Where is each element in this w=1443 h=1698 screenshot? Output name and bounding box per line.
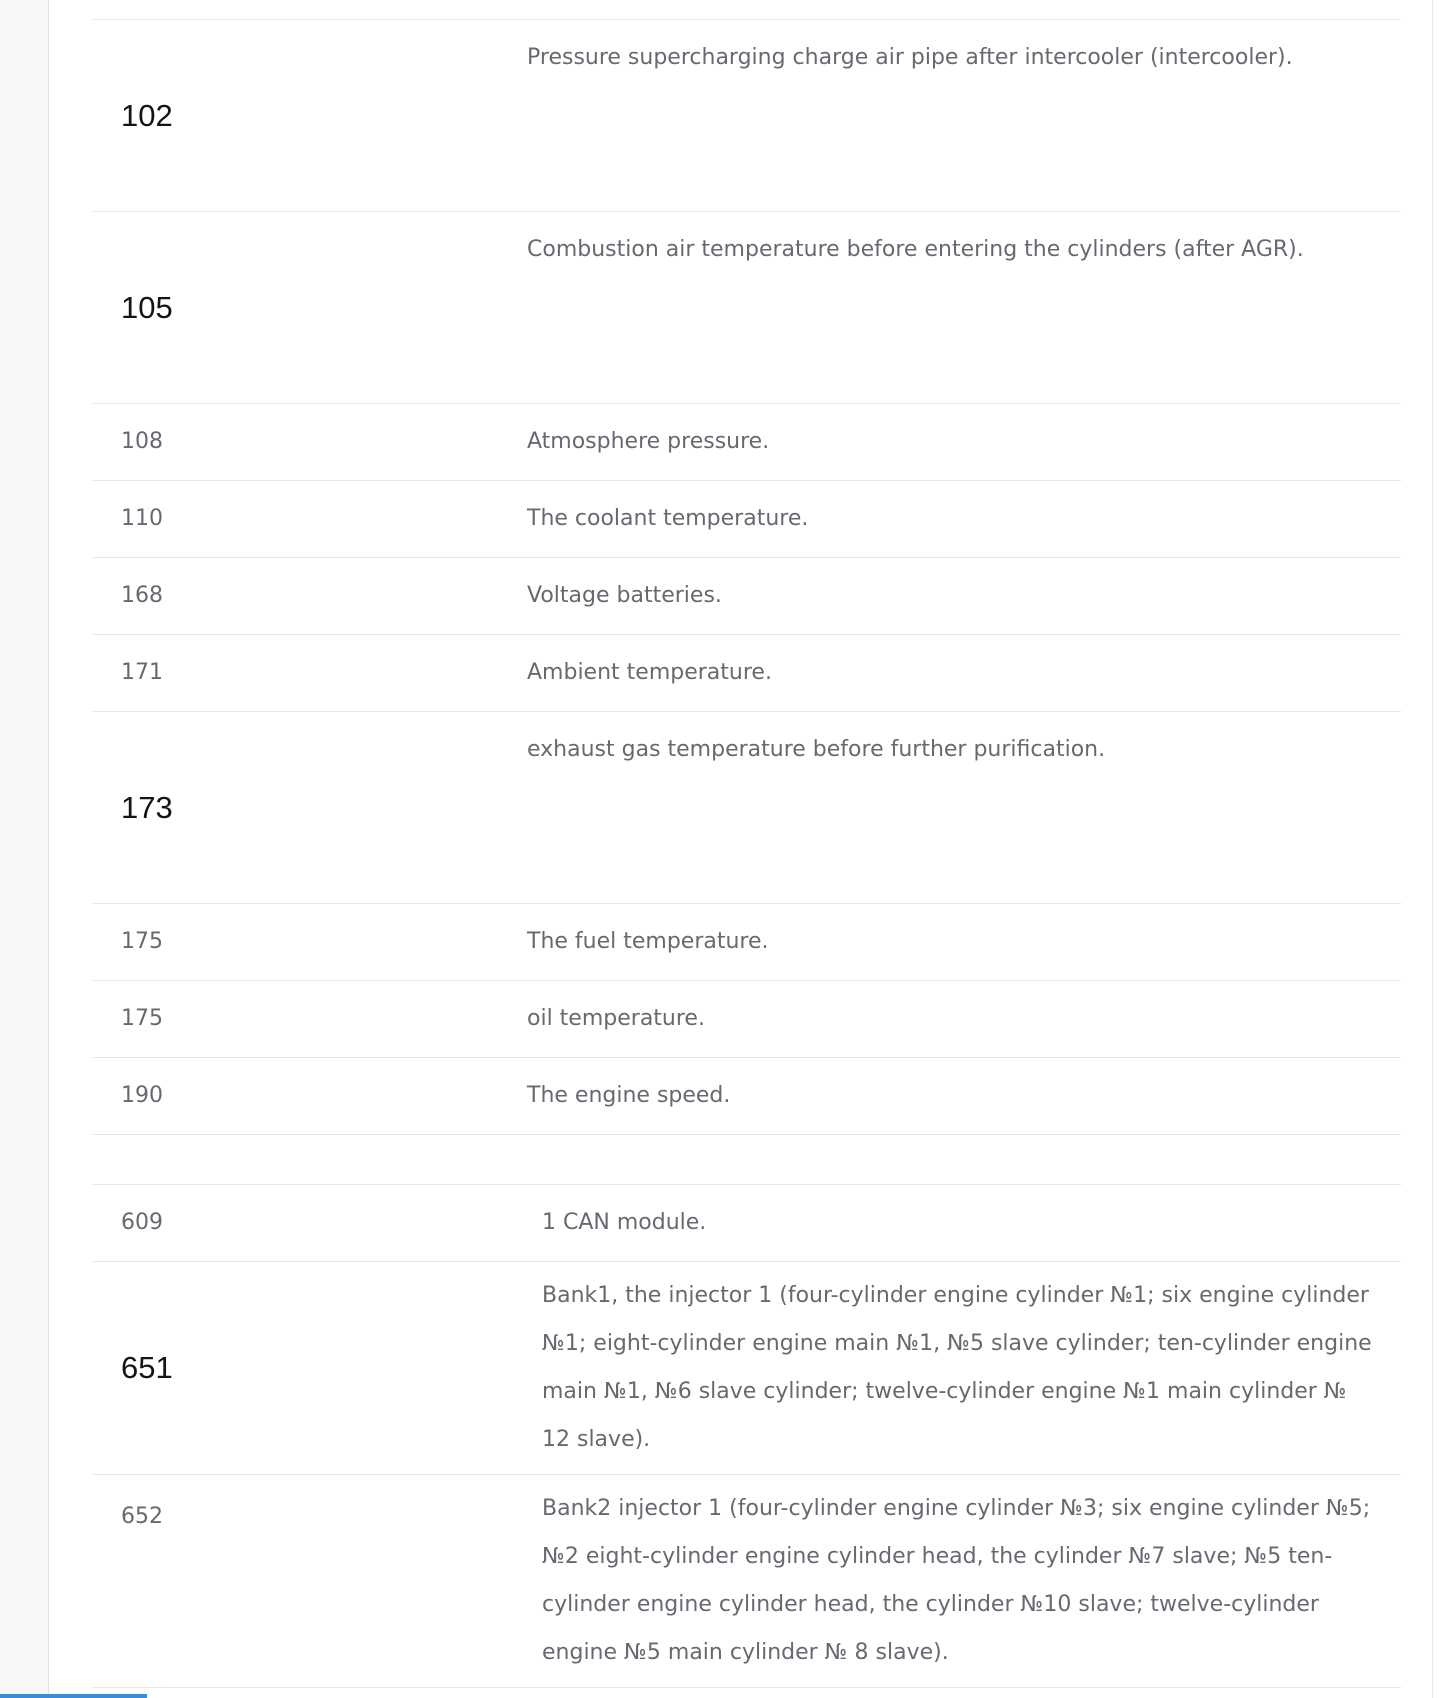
code-cell: 108 [93,404,527,481]
table-row [93,1262,1401,1475]
table-row [93,481,1401,558]
code-cell: 175 [93,981,527,1058]
table-row [93,1185,1401,1262]
description-cell [527,1475,1401,1688]
description-cell [527,1262,1401,1475]
description-cell: exhaust gas temperature before further purification. [527,712,1401,904]
code-cell: 190 [93,1058,527,1135]
code-cell: 651 [93,1262,527,1475]
table-row [93,712,1401,904]
description-cell: The coolant temperature. [527,481,1401,558]
scrollbar-track[interactable] [1432,0,1443,1698]
code-cell: 102 [93,20,527,212]
fault-code-table-container [93,0,1401,1688]
code-cell: 168 [93,558,527,635]
code-cell: 171 [93,635,527,712]
code-cell: 173 [93,712,527,904]
description-cell: 1 CAN module. [527,1185,1401,1262]
table-row [93,635,1401,712]
table-row [93,981,1401,1058]
description-cell: Pressure supercharging charge air pipe after intercooler (intercooler). [527,20,1401,212]
code-cell: 105 [93,212,527,404]
description-cell: Combustion air temperature before entering the cylinders (after AGR). [527,212,1401,404]
table-row [93,20,1401,212]
table-row [93,558,1401,635]
table-top-rule [93,0,1401,20]
description-cell: oil temperature. [527,981,1401,1058]
table-row [93,212,1401,404]
description-cell: Voltage batteries. [527,558,1401,635]
bottom-accent-bar [0,1694,147,1698]
code-cell: 609 [93,1185,527,1262]
code-cell: 110 [93,481,527,558]
fault-code-table [93,0,1401,1688]
description-cell: Atmosphere pressure. [527,404,1401,481]
code-cell: 652 [93,1475,527,1688]
description-cell: The engine speed. [527,1058,1401,1135]
description-cell: The fuel temperature. [527,904,1401,981]
description-text: Bank2 injector 1 (four-cylinder engine cylinder №3; six engine cylinder №5; №2 eight-cylinder engine cylinder head, the cylinder №7 slave; №5 ten-cylinder engine cylinder head, the cylinder №10 slave; twelve-cylinder engine №5 main cylinder № 8 slave). [542,1496,1371,1665]
left-sidebar-edge [0,0,49,1698]
table-row [93,904,1401,981]
table-row [93,1058,1401,1135]
table-row [93,404,1401,481]
code-cell: 175 [93,904,527,981]
description-cell: Ambient temperature. [527,635,1401,712]
table-spacer-row [93,1135,1401,1185]
description-text: Bank1, the injector 1 (four-cylinder engine cylinder №1; six engine cylinder №1; eight-cylinder engine main №1, №5 slave cylinder; ten-cylinder engine main №1, №6 slave cylinder; twelve-cylinder engine №1 main cylinder № 12 slave). [542,1283,1372,1452]
table-row [93,1475,1401,1688]
